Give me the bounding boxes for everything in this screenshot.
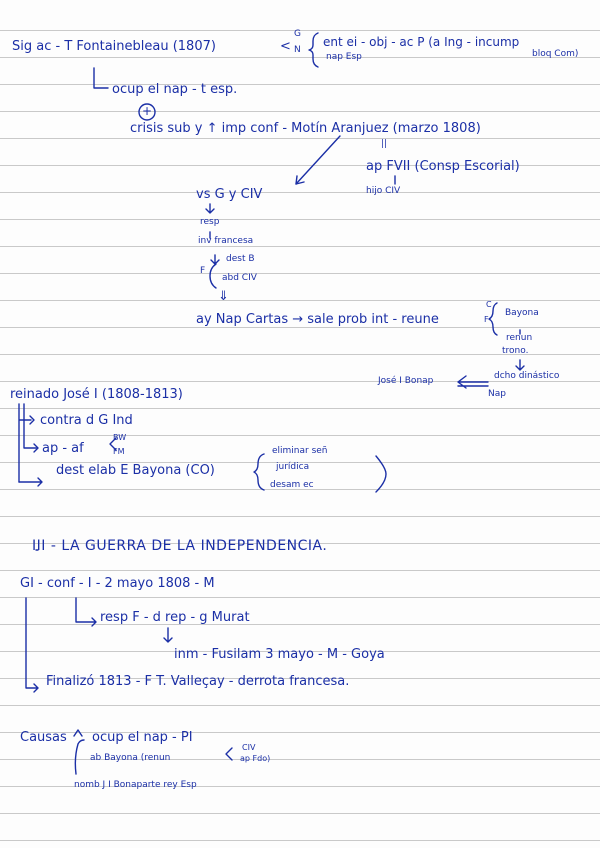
note-crisis-motin: crisis sub y ↑ imp conf - Motín Aranjuez (marzo 1808)	[130, 121, 481, 136]
note-trono: trono.	[502, 346, 529, 356]
note-entrada: ent ei - obj - ac P (a Ing - incump	[323, 35, 520, 49]
note-fm: FM	[113, 447, 125, 456]
note-nap-esp: nap Esp	[326, 52, 362, 62]
note-jose-bonap: José I Bonap	[378, 376, 434, 386]
note-resp: resp	[200, 217, 220, 227]
note-causas-civ: CIV	[242, 743, 256, 752]
note-vs-gyciv: vs G y CIV	[196, 187, 263, 202]
tree-reinado	[19, 404, 34, 482]
note-resp-murat: resp F - d rep - g Murat	[100, 610, 250, 625]
brace-causas	[74, 730, 84, 774]
note-double-bar: ||	[381, 139, 388, 149]
note-bayona: Bayona	[505, 308, 539, 318]
note-abd-civ: abd CIV	[222, 273, 257, 283]
note-ocup-nap: ocup el nap - t esp.	[112, 82, 238, 97]
note-causas-nomb-ji: nomb J I Bonaparte rey Esp	[74, 780, 197, 790]
arrow-jose	[458, 376, 488, 388]
note-c-label: C	[486, 300, 492, 309]
note-nap-2: Nap	[488, 389, 506, 399]
note-causas-label: Causas	[20, 730, 67, 745]
note-double-arrow-down: ⇓	[218, 289, 229, 304]
note-g: G	[294, 29, 301, 39]
note-eliminar-senorios: eliminar señ	[272, 446, 328, 456]
note-bloqueo: bloq Com)	[532, 49, 579, 59]
tree-gi	[26, 598, 38, 692]
note-desam-ec: desam ec	[270, 480, 314, 490]
note-ap-fvii: ap FVII (Consp Escorial)	[366, 159, 520, 174]
note-ap-af: ap - af	[42, 441, 84, 456]
section-title-guerra-independencia: III - LA GUERRA DE LA INDEPENDENCIA.	[32, 538, 328, 554]
note-reinado-jose: reinado José I (1808-1813)	[10, 387, 183, 402]
brace-entrada	[309, 33, 318, 67]
note-dest-b: dest B	[226, 254, 255, 264]
note-causas-bayona: ab Bayona (renun	[90, 753, 171, 763]
note-bw: BW	[113, 433, 127, 442]
note-ay-nap-cartas: ay Nap Cartas → sale prob int - reune	[196, 312, 439, 327]
note-gi-conf: GI - conf - I - 2 mayo 1808 - M	[20, 576, 215, 591]
note-renun: renun	[506, 333, 533, 343]
note-plus: +	[142, 104, 153, 118]
note-contra-gind: contra d G Ind	[40, 413, 133, 428]
note-finalizo-1813: Finalizó 1813 - F T. Valleçay - derrota francesa.	[46, 674, 350, 689]
note-causas-ap-fdo: ap Fdo)	[240, 754, 271, 763]
note-less-than: <	[280, 39, 291, 54]
note-f-label-2: F	[484, 315, 489, 324]
hook-arrow-ocup	[94, 68, 108, 88]
note-dcho-dinastico: dcho dinástico	[494, 371, 560, 381]
note-line-fontainebleau: Sig ac - T Fontainebleau (1807)	[12, 39, 216, 54]
brace-f	[210, 264, 216, 288]
arrow-motin-to-vs	[296, 136, 340, 184]
note-dest-elab-bayona: dest elab E Bayona (CO)	[56, 463, 215, 478]
note-fusilam-goya: inm - Fusilam 3 mayo - M - Goya	[174, 647, 385, 662]
note-juridica: jurídica	[276, 462, 310, 472]
brace-elim	[254, 454, 264, 490]
note-f-label: F	[200, 266, 206, 276]
note-hijo-civ: hijo CIV	[366, 186, 401, 196]
note-causas-ocup: ocup el nap - PI	[92, 730, 193, 745]
note-inv-francesa: inv francesa	[198, 236, 254, 246]
note-n: N	[294, 45, 301, 55]
